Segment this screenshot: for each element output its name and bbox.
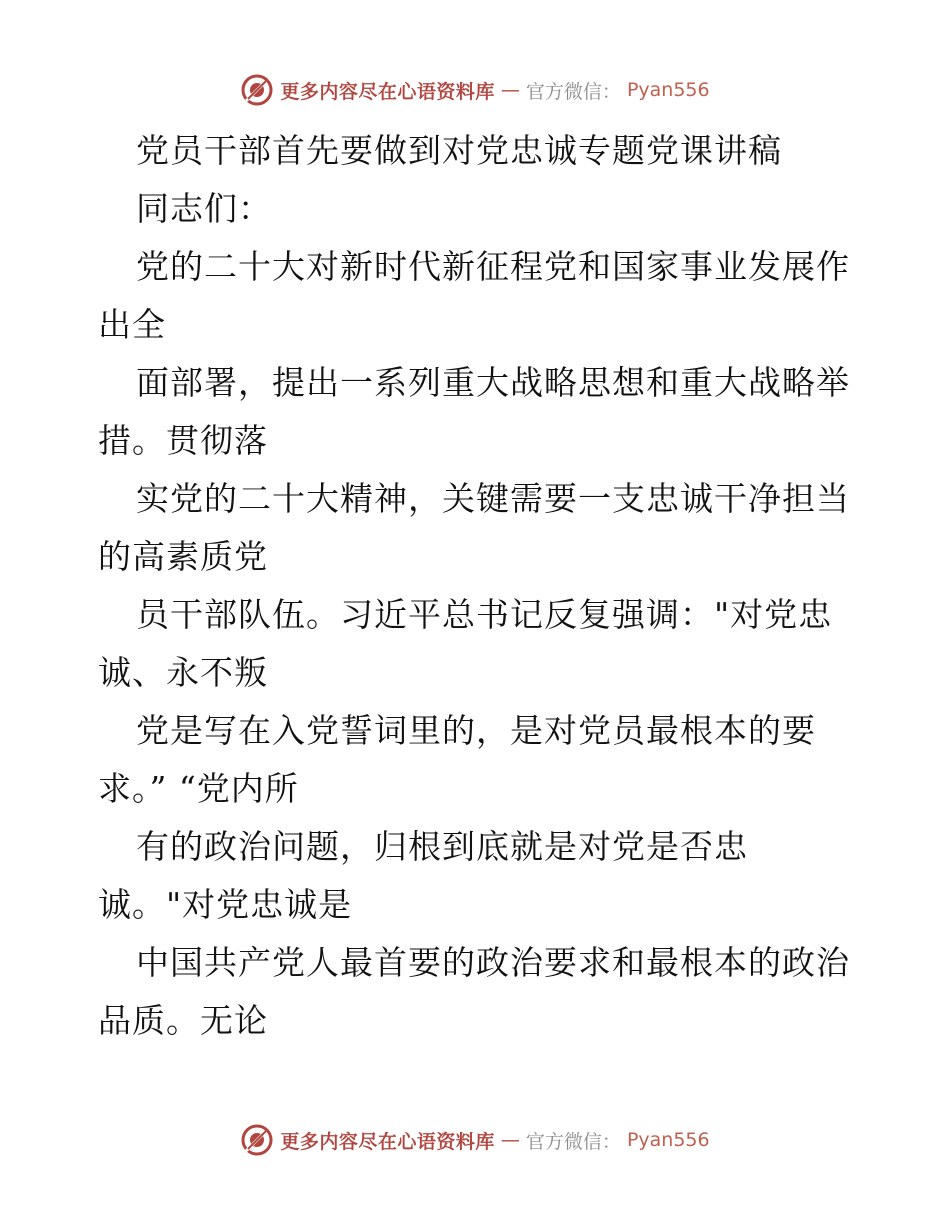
text-line: 措。贯彻落 bbox=[98, 421, 268, 460]
pen-logo-icon bbox=[240, 1123, 274, 1157]
header-watermark bbox=[0, 70, 950, 110]
text-line: 求。” “党内所 bbox=[98, 769, 299, 808]
text-line: 诚、永不叛 bbox=[98, 653, 268, 692]
watermark-id: Pyan556 bbox=[626, 1129, 710, 1151]
document-body bbox=[98, 122, 858, 1050]
watermark-official: 官方微信： bbox=[525, 1130, 621, 1153]
salutation: 同志们： bbox=[136, 189, 272, 228]
watermark-separator: — bbox=[500, 79, 520, 101]
pen-logo-icon bbox=[240, 73, 274, 107]
footer-watermark bbox=[0, 1120, 950, 1160]
watermark-separator: — bbox=[500, 1129, 520, 1151]
text-line: 的高素质党 bbox=[98, 537, 268, 576]
text-line: 党是写在入党誓词里的，是对党员最根本的要 bbox=[136, 711, 816, 750]
text-line: 诚。"对党忠诚是 bbox=[98, 885, 353, 924]
text-line: 有的政治问题，归根到底就是对党是否忠 bbox=[136, 827, 748, 866]
text-line: 实党的二十大精神，关键需要一支忠诚干净担当 bbox=[136, 479, 850, 518]
text-line: 面部署，提出一系列重大战略思想和重大战略举 bbox=[136, 363, 850, 402]
watermark-text: 更多内容尽在心语资料库 bbox=[280, 80, 495, 103]
watermark-official: 官方微信： bbox=[525, 80, 621, 103]
text-line: 党的二十大对新时代新征程党和国家事业发展作 bbox=[136, 247, 850, 286]
text-line: 员干部队伍。习近平总书记反复强调："对党忠 bbox=[136, 595, 833, 634]
text-line: 品质。无论 bbox=[98, 1001, 268, 1040]
watermark-id: Pyan556 bbox=[626, 79, 710, 101]
text-line: 中国共产党人最首要的政治要求和最根本的政治 bbox=[136, 943, 850, 982]
watermark-text: 更多内容尽在心语资料库 bbox=[280, 1130, 495, 1153]
text-line: 出全 bbox=[98, 305, 166, 344]
document-title: 党员干部首先要做到对党忠诚专题党课讲稿 bbox=[136, 131, 782, 170]
